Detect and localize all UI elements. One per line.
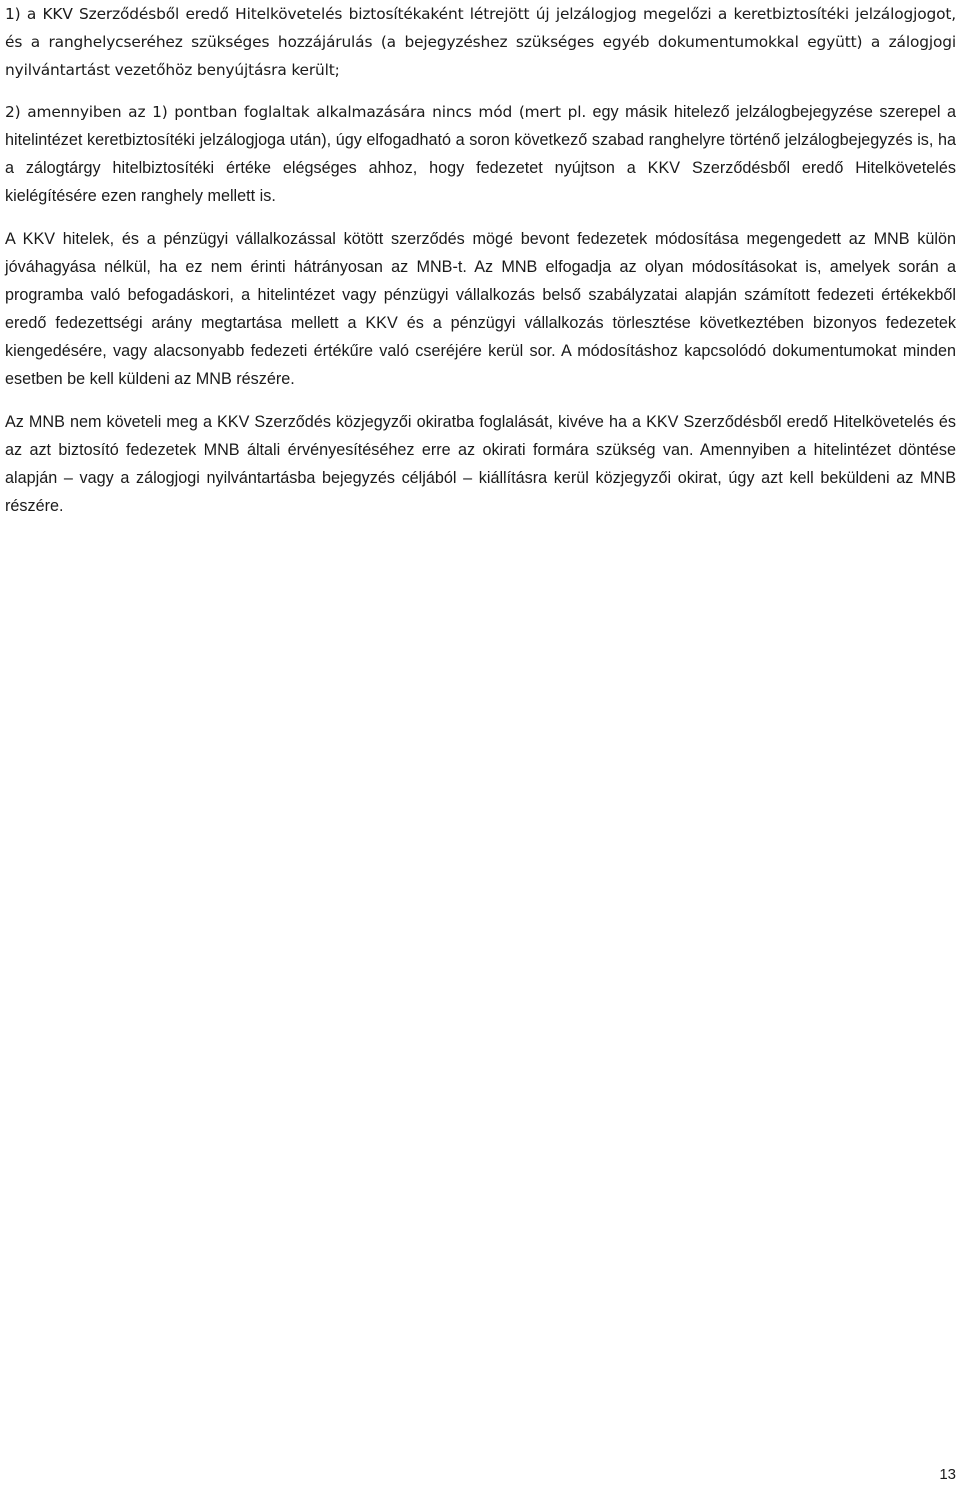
list-item-2-rest: egy másik hitelező jelzálogbejegyzése szerepel a hitelintézet keretbiztosítéki jelzálogjoga után), úgy elfogadható a soron következő szabad ranghelyre történő jelzálogbejegyzés is, ha a zálogtárgy hitelbiztosítéki értéke elégséges ahhoz, hogy fedezetet nyújtson a KKV Szerződésből eredő Hitelkövetelés kielégítésére ezen ranghely mellett is. (5, 103, 956, 205)
list-item-2 (5, 98, 956, 210)
modifications-paragraph: A KKV hitelek, és a pénzügyi vállalkozással kötött szerződés mögé bevont fedezetek módosítása megengedett az MNB külön jóváhagyása nélkül, ha ez nem érinti hátrányosan az MNB-t. Az MNB elfogadja az olyan módosításokat is, amelyek során a programba való befogadáskori, a hitelintézet vagy pénzügyi vállalkozás belső szabályzatai alapján számított fedezeti értékekből eredő fedezettségi arány megtartása mellett a KKV és a pénzügyi vállalkozás törlesztése következtében bizonyos fedezetek kiengedésére, vagy alacsonyabb fedezeti értékűre való cseréjére kerül sor. A módosításhoz kapcsolódó dokumentumokat minden esetben be kell küldeni az MNB részére. (5, 230, 956, 388)
page-number: 13 (939, 1466, 956, 1483)
list-item-2-lead: 2) amennyiben az 1) pontban foglaltak alkalmazására nincs mód (mert pl. (5, 103, 587, 121)
notary-paragraph: Az MNB nem követeli meg a KKV Szerződés közjegyzői okiratba foglalását, kivéve ha a KKV Szerződésből eredő Hitelkövetelés és az azt biztosító fedezetek MNB általi érvényesítéséhez erre az okirati formára szükség van. Amennyiben a hitelintézet döntése alapján – vagy a zálogjogi nyilvántartásba bejegyzés céljából – kiállításra kerül közjegyzői okirat, úgy azt kell beküldeni az MNB részére. (5, 413, 956, 515)
list-item-1: 1) a KKV Szerződésből eredő Hitelkövetelés biztosítékaként létrejött új jelzálogjog megelőzi a keretbiztosítéki jelzálogjogot, és a ranghelycseréhez szükséges hozzájárulás (a bejegyzéshez szükséges egyéb dokumentumokkal együtt) a zálogjogi nyilvántartást vezetőhöz benyújtásra került; (5, 5, 956, 79)
document-page (5, 0, 956, 520)
